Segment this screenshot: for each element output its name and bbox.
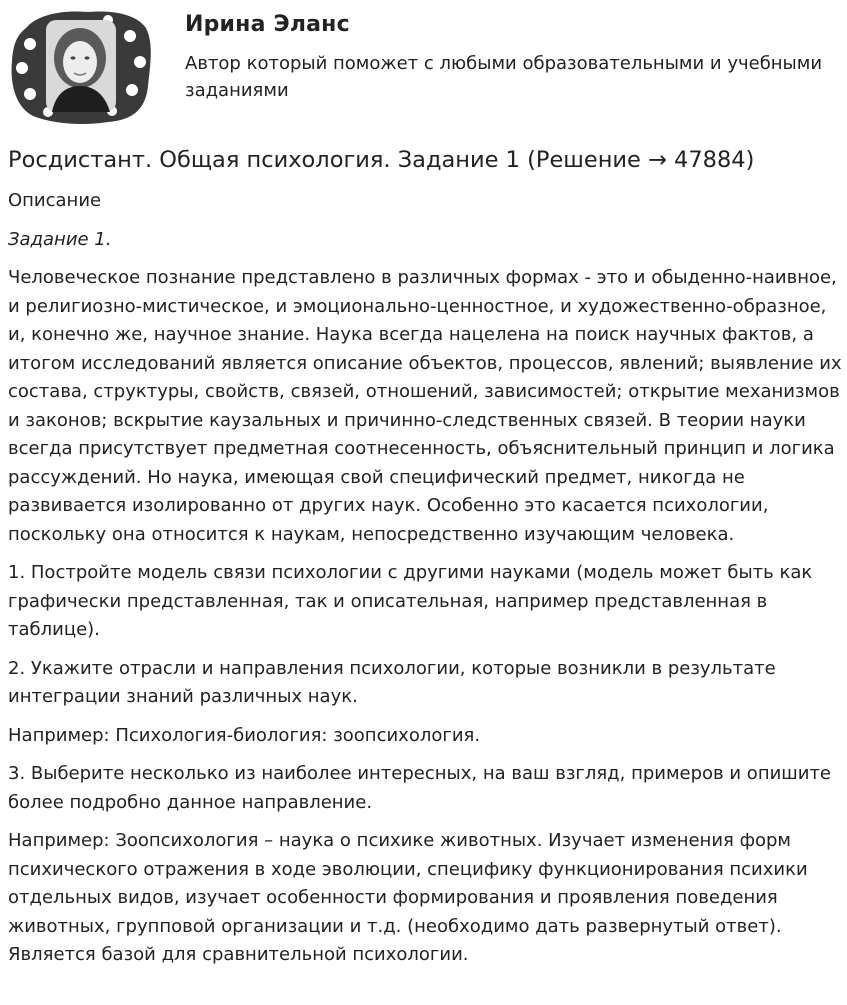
task-example-2: Например: Зоопсихология – наука о психике животных. Изучает изменения форм психического отражения в ходе эволюции, специфику функционирования психики отдельных видов, изучает особенности формирования и проявления поведения животных, групповой организации и т.д. (необходимо дать развернутый ответ). Является базой для сравнительной психологии. <box>8 830 808 965</box>
task-label: Задание 1. <box>8 228 112 250</box>
task-item-2: 2. Укажите отрасли и направления психологии, которые возникли в результате интеграции знаний различных наук. <box>8 657 776 707</box>
task-content <box>8 187 843 980</box>
task-intro-paragraph: Человеческое познание представлено в различных формах - это и обыденно-наивное, и религиозно-мистическое, и эмоционально-ценностное, и художественно-образное, и, конечно же, научное знание. Наука всегда нацелена на поиск научных фактов, а итогом исследований является описание объектов, процессов, явлений; выявление их состава, структуры, свойств, связей, отношений, зависимостей; открытие механизмов и законов; вскрытие каузальных и причинно-следственных связей. В теории науки всегда присутствует предметная соотнесенность, объяснительный принцип и логика рассуждений. Но наука, имеющая свой специфический предмет, никогда не развивается изолированно от других наук. Особенно это касается психологии, поскольку она относится к наукам, непосредственно изучающим человека. <box>8 267 842 545</box>
author-avatar[interactable] <box>8 6 153 126</box>
task-item-1: 1. Постройте модель связи психологии с другими науками (модель может быть как графически представленная, так и описательная, например представленная в таблице). <box>8 562 813 640</box>
task-item-3: 3. Выберите несколько из наиболее интересных, на ваш взгляд, примеров и опишите более подробно данное направление. <box>8 763 832 813</box>
description-label: Описание <box>8 190 102 211</box>
author-block <box>0 0 847 135</box>
author-name[interactable]: Ирина Эланс <box>185 12 350 37</box>
page-title: Росдистант. Общая психология. Задание 1 (Решение → 47884) <box>8 147 755 173</box>
task-example-1: Например: Психология-биология: зоопсихология. <box>8 724 481 746</box>
author-description: Автор который поможет с любыми образовательными и учебными заданиями <box>185 53 823 101</box>
